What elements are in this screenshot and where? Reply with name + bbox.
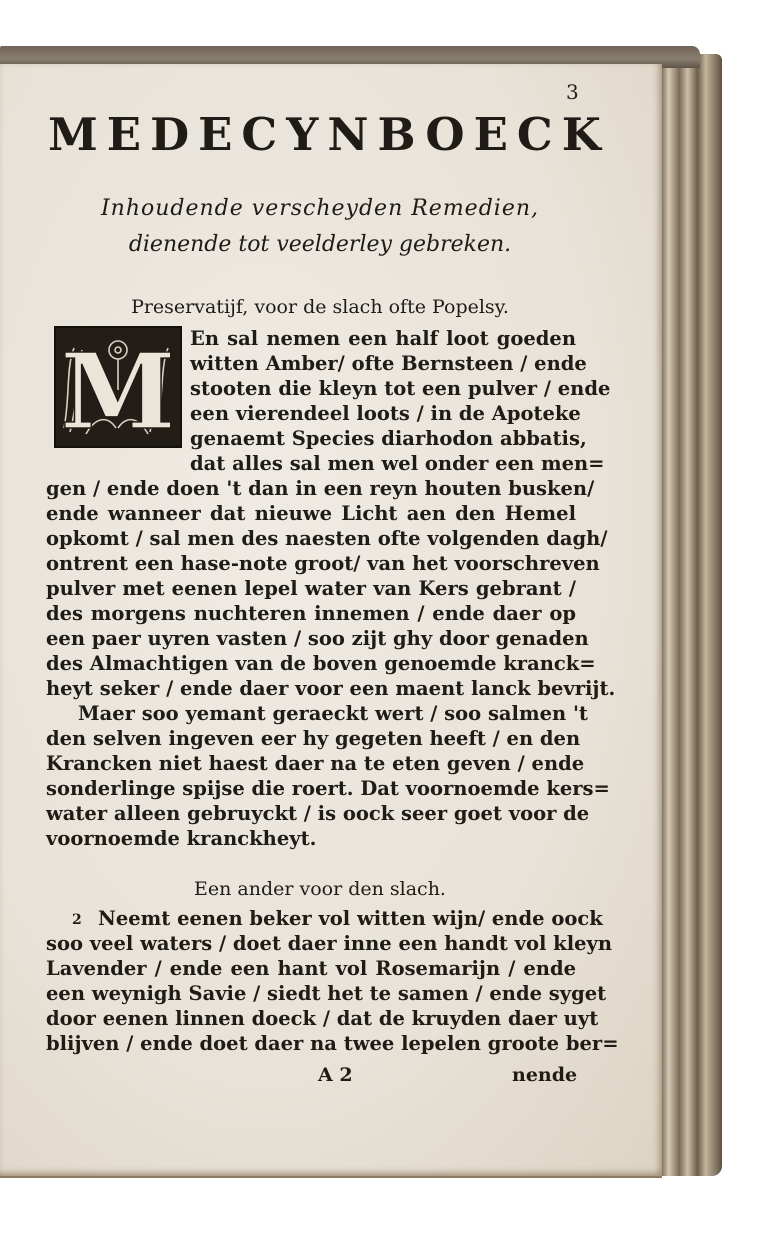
text-line: Maer soo yemant geraeckt wert / soo salmen 't [78,702,588,725]
text-line: witten Amber/ ofte Bernsteen / ende [190,352,587,375]
text-line: water alleen gebruyckt / is oock seer goet voor de [46,802,590,825]
text-line: blijven / ende doet daer na twee lepelen groote ber= [46,1032,619,1055]
text-line: soo veel waters / doet daer inne een handt vol kleyn [46,932,613,955]
text-line: heyt seker / ende daer voor een maent lanck bevrijt. [46,677,616,700]
text-line: dat alles sal men wel onder een men= [190,452,605,475]
text-line: des morgens nuchteren innemen / ende daer op [46,602,576,625]
catchword: nende [512,1064,578,1086]
text-line: ontrent een hase-note groot/ van het voorschreven [46,552,600,575]
subtitle-line-2: dienende tot veelderley gebreken. [128,232,512,257]
text-line: pulver met eenen lepel water van Kers gebrant / [46,577,576,600]
page-title: MEDECYNBOECK [48,108,610,161]
drop-cap-letter: M [60,330,176,446]
section-heading-2: Een ander voor den slach. [194,878,446,900]
text-line: opkomt / sal men des naesten ofte volgenden dagh/ [46,527,608,550]
page-number: 3 [566,80,579,104]
subtitle-line-1: Inhoudende verscheyden Remedien, [100,196,540,221]
text-line: genaemt Species diarhodon abbatis, [190,427,587,450]
text-line: een paer uyren vasten / soo zijt ghy door genaden [46,627,589,650]
text-line: door eenen linnen doeck / dat de kruyden daer uyt [46,1007,599,1030]
text-line: een vierendeel loots / in de Apoteke [190,402,581,425]
section-heading-1: Preservatijf, voor de slach ofte Popelsy. [131,296,509,318]
text-line: Krancken niet haest daer na te eten geven / ende [46,752,585,775]
text-line: En sal nemen een half loot goeden [190,327,576,350]
text-line: sonderlinge spijse die roert. Dat voornoemde kers= [46,777,610,800]
text-line: gen / ende doen 't dan in een reyn houten busken/ [46,477,595,500]
drop-cap-m-icon [56,328,180,446]
book [0,46,722,1176]
signature-mark: A 2 [318,1064,353,1086]
text-line: den selven ingeven eer hy gegeten heeft / en den [46,727,581,750]
text-line: stooten die kleyn tot een pulver / ende [190,377,611,400]
text-line: Lavender / ende een hant vol Rosemarijn / ende [46,957,576,980]
text-line: voornoemde kranckheyt. [46,827,317,850]
drop-cap-ornament [54,326,182,448]
paragraph-number: 2 [72,912,82,928]
book-page [0,64,662,1178]
text-line: een weynigh Savie / siedt het te samen / ende syget [46,982,607,1005]
text-line: Neemt eenen beker vol witten wijn/ ende oock [98,907,603,930]
text-line: des Almachtigen van de boven genoemde kranck= [46,652,596,675]
text-line: ende wanneer dat nieuwe Licht aen den Hemel [46,502,576,525]
